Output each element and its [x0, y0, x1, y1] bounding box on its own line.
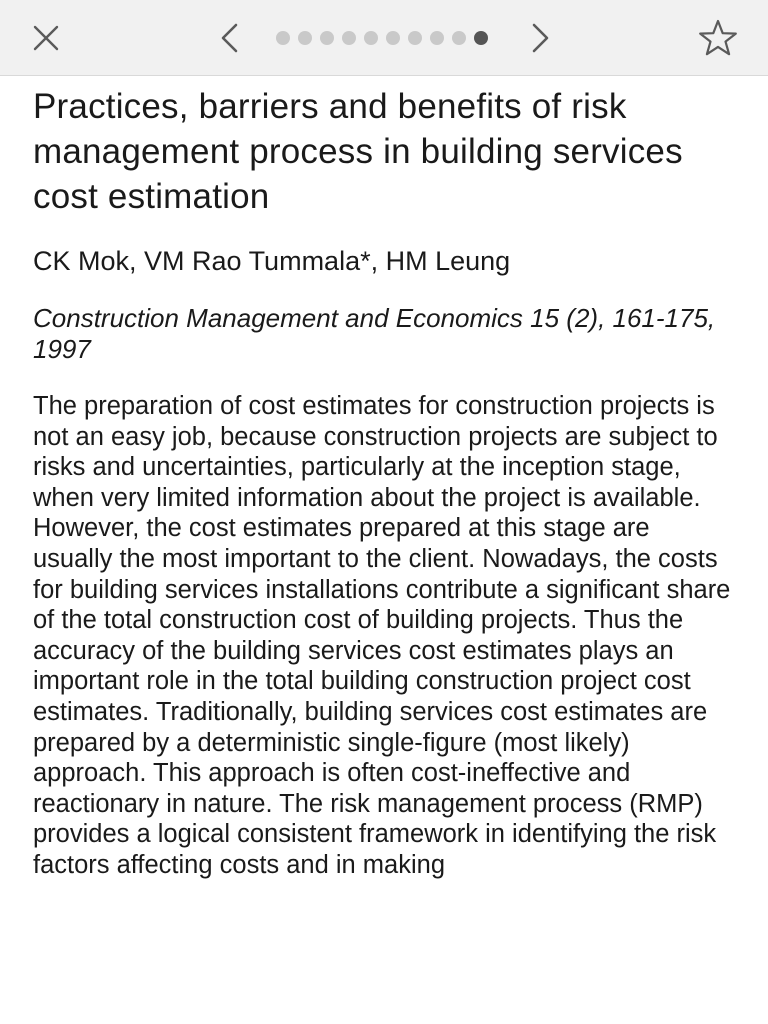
pager-dot[interactable] [430, 31, 444, 45]
previous-button[interactable] [200, 0, 260, 76]
pager-dot[interactable] [452, 31, 466, 45]
page-indicator [276, 0, 488, 76]
pager-dot-active[interactable] [474, 31, 488, 45]
article-authors: CK Mok, VM Rao Tummala*, HM Leung [33, 246, 511, 276]
close-icon [32, 24, 60, 52]
pager-dot[interactable] [342, 31, 356, 45]
chevron-left-icon [219, 23, 241, 53]
pager-dot[interactable] [320, 31, 334, 45]
pager-dot[interactable] [364, 31, 378, 45]
pager-dot[interactable] [276, 31, 290, 45]
article-title: Practices, barriers and benefits of risk management process in building services cost estimation [33, 87, 683, 216]
close-button[interactable] [16, 0, 76, 76]
next-button[interactable] [510, 0, 570, 76]
star-outline-icon [698, 19, 738, 57]
favorite-button[interactable] [688, 0, 748, 76]
top-toolbar [0, 0, 768, 76]
article-content [33, 84, 733, 881]
pager-dot[interactable] [298, 31, 312, 45]
chevron-right-icon [529, 23, 551, 53]
article-abstract: The preparation of cost estimates for construction projects is not an easy job, because construction projects are subject to risks and uncertainties, particularly at the inception stage, when very limited information about the project is available. However, the cost estimates prepared at this stage are usually the most important to the client. Nowadays, the costs for building services installations contribute a significant share of the total construction cost of building projects. Thus the accuracy of the building services cost estimates plays an important role in the total building construction project cost estimates. Traditionally, building services cost estimates are prepared by a deterministic single-figure (most likely) approach. This approach is often cost-ineffective and reactionary in nature. The risk management process (RMP) provides a logical consistent framework in identifying the risk factors affecting costs and in making [33, 392, 731, 879]
pager-dot[interactable] [386, 31, 400, 45]
article-journal: Construction Management and Economics 15 (2), 161-175, 1997 [33, 303, 716, 364]
pager-dot[interactable] [408, 31, 422, 45]
